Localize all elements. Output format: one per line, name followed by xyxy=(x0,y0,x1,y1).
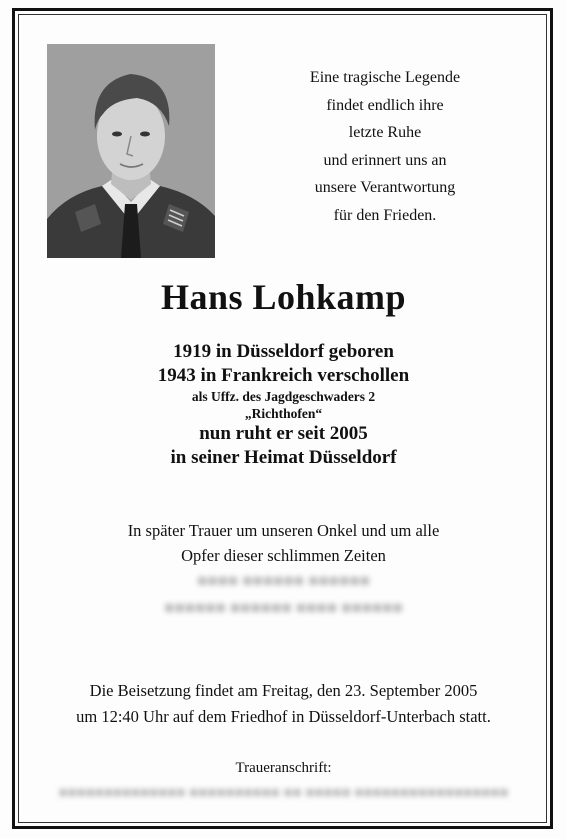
poem-line: findet endlich ihre xyxy=(326,96,444,114)
funeral-line: um 12:40 Uhr auf dem Friedhof in Düsseldorf-Unterbach statt. xyxy=(76,707,491,726)
poem-line: unsere Verantwortung xyxy=(314,179,456,196)
life-facts xyxy=(0,340,567,470)
address-label: Traueranschrift: xyxy=(235,760,332,776)
memorial-poem xyxy=(270,64,500,229)
funeral-line: Die Beisetzung findet am Freitag, den 23. September 2005 xyxy=(89,681,478,700)
home-line: in seiner Heimat Düsseldorf xyxy=(170,447,397,468)
birth-line: 1919 in Düsseldorf geboren xyxy=(173,341,394,362)
mourning-line: Opfer dieser schlimmen Zeiten xyxy=(181,546,386,565)
unit-line: „Richthofen“ xyxy=(244,406,323,421)
mourning-text xyxy=(0,518,567,568)
poem-line: Eine tragische Legende xyxy=(309,69,461,86)
poem-line: und erinnert uns an xyxy=(323,151,447,169)
portrait-photo xyxy=(47,44,215,258)
redacted-mourner-name: ■■■■ ■■■■■■ ■■■■■■ xyxy=(197,571,370,590)
redacted-mourner-name: ■■■■■■ ■■■■■■ ■■■■ ■■■■■■ xyxy=(164,598,403,617)
mourning-line: In später Trauer um unseren Onkel und um alle xyxy=(127,521,440,540)
missing-line: 1943 in Frankreich verschollen xyxy=(157,365,410,386)
funeral-announcement xyxy=(0,678,567,730)
poem-line: für den Frieden. xyxy=(333,206,437,224)
redacted-address: ■■■■■■■■■■■■■■ ■■■■■■■■■■ ■■ ■■■■■ ■■■■■■■■■■■■■■■■■ xyxy=(58,785,509,801)
deceased-name: Hans Lohkamp xyxy=(160,277,407,317)
rank-line: als Uffz. des Jagdgeschwaders 2 xyxy=(191,389,376,404)
poem-line: letzte Ruhe xyxy=(348,124,422,141)
rest-line: nun ruht er seit 2005 xyxy=(199,423,368,444)
